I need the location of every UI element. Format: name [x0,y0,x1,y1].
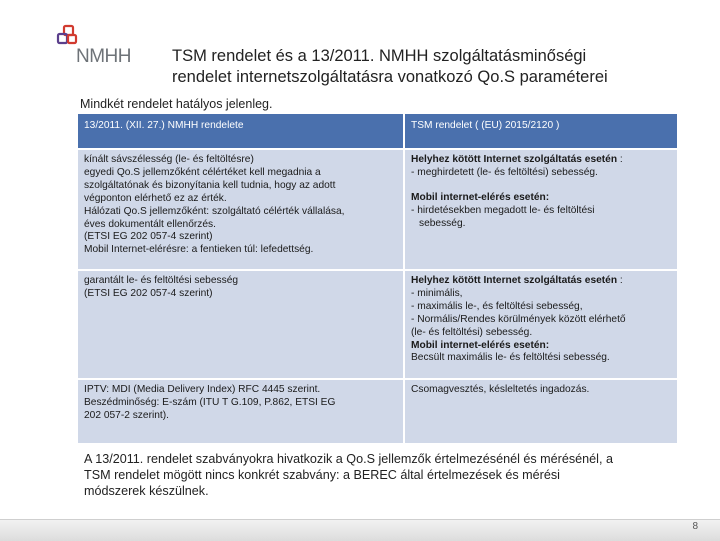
footer-bar [0,519,720,541]
title-line-2: rendelet internetszolgáltatásra vonatkozó Qo.S paraméterei [172,68,608,86]
cell-tsm-speed-types: Helyhez kötött Internet szolgáltatás esetén : - minimális, - maximális le-, és feltöltési sebesség, - Normális/Rendes körülmények között elérhető (le- és feltöltési) sebesség. Mobil internet-elérés esetén: Becsült maximális le- és feltöltési sebesség. [404,270,678,379]
slide-title [172,46,702,88]
logo-text: NMHH [76,46,131,67]
table-row [78,270,678,379]
table-header-row [78,114,678,149]
nmhh-logo [54,24,144,72]
intro-text: Mindkét rendelet hatályos jelenleg. [80,97,273,111]
table-row [78,379,678,443]
table-row [78,149,678,270]
cell-tsm-packet-loss: Csomagvesztés, késleltetés ingadozás. [404,379,678,443]
cell-tsm-advertised-speed: Helyhez kötött Internet szolgáltatás esetén : - meghirdetett (le- és feltöltési) sebesség. Mobil internet-elérés esetén: - hirdetésekben megadott le- és feltöltési sebesség. [404,149,678,270]
cell-nmhh-guaranteed-speed: garantált le- és feltöltési sebesség (ETSI EG 202 057-4 szerint) [78,270,404,379]
header-tsm-rendelet: TSM rendelet ( (EU) 2015/2120 ) [404,114,678,149]
page-number: 8 [692,521,698,532]
comparison-table [78,114,679,443]
cell-nmhh-iptv-voice: IPTV: MDI (Media Delivery Index) RFC 4445 szerint. Beszédminőség: E-szám (ITU T G.109, P.862, ETSI EG 202 057-2 szerint). [78,379,404,443]
cell-nmhh-bandwidth: kínált sávszélesség (le- és feltöltésre) egyedi Qo.S jellemzőként célértéket kell megadnia a szolgáltatónak és bizonyítania kell tudnia, hogy az adott végponton elérhető ez az érték. Hálózati Qo.S jellemzőként: szolgáltató célérték vállalása, éves dokumentált ellenőrzés. (ETSI EG 202 057-4 szerint) Mobil Internet-elérésre: a fentieken túl: lefedettség. [78,149,404,270]
title-line-1: TSM rendelet és a 13/2011. NMHH szolgáltatásminőségi [172,47,587,65]
summary-text: A 13/2011. rendelet szabványokra hivatkozik a Qo.S jellemzők értelmezésénél és mérésénél, a TSM rendelet mögött nincs konkrét szabvány: a BEREC által értelmezések és mérési módszerek készülnek. [84,452,613,498]
header-nmhh-rendelet: 13/2011. (XII. 27.) NMHH rendelete [78,114,404,149]
